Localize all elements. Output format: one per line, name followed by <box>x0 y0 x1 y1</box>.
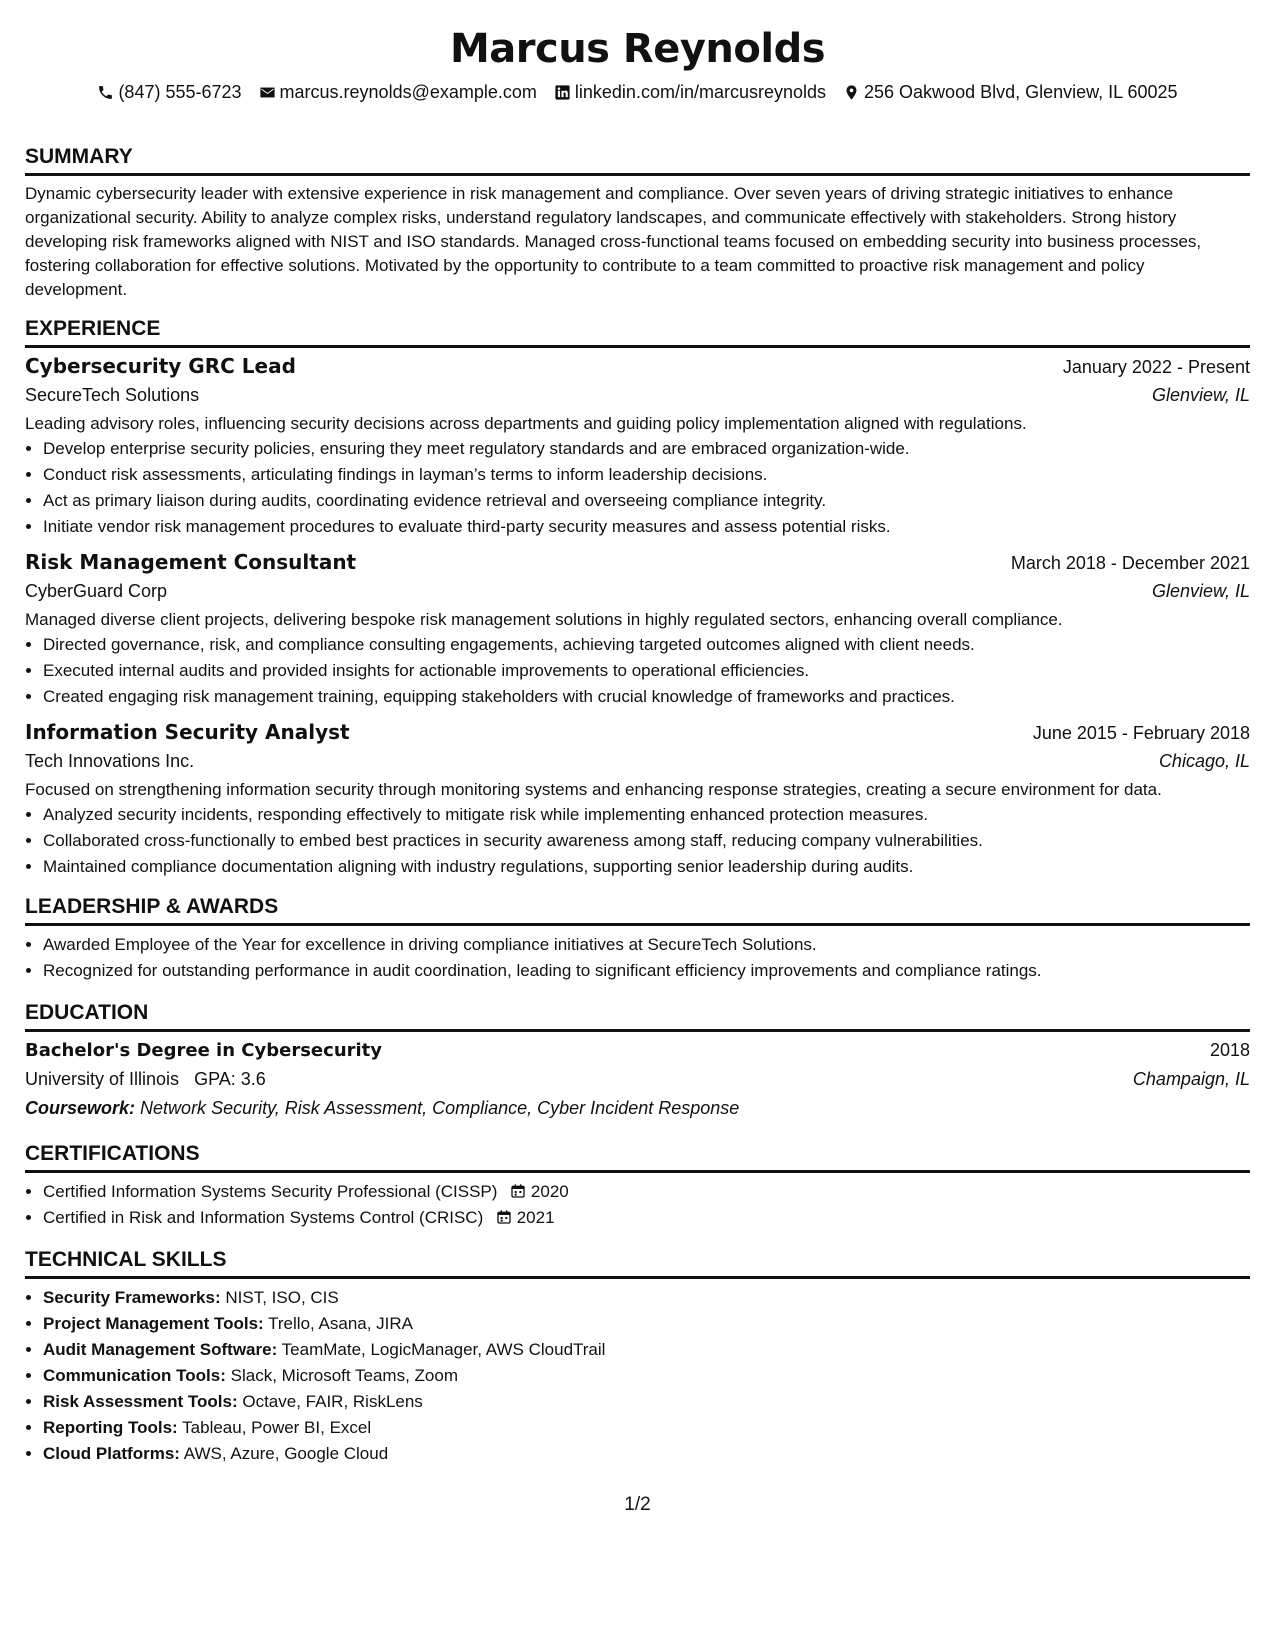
certifications-heading: CERTIFICATIONS <box>25 1141 1250 1173</box>
leadership-heading: LEADERSHIP & AWARDS <box>25 894 1250 926</box>
education-heading: EDUCATION <box>25 1000 1250 1032</box>
phone-text: (847) 555-6723 <box>118 82 242 102</box>
job-company: Tech Innovations Inc. <box>25 751 195 771</box>
list-item <box>43 1205 1250 1231</box>
list-item: • Initiate vendor risk management procedures to evaluate third-party security measures and assess potential risks. <box>43 514 1250 540</box>
job-location: Glenview, IL <box>1151 385 1250 405</box>
address-text: 256 Oakwood Blvd, Glenview, IL 60025 <box>864 82 1178 102</box>
job-entry <box>25 352 1250 540</box>
certification-name: Certified in Risk and Information Systems Control (CRISC) <box>43 1208 484 1227</box>
job-description: Managed diverse client projects, delivering bespoke risk management solutions in highly regulated sectors, enhancing overall compliance. <box>25 610 1063 629</box>
list-item <box>43 1415 1250 1441</box>
degree-title: Bachelor's Degree in Cybersecurity <box>25 1040 383 1061</box>
certifications-list <box>25 1179 1250 1231</box>
skill-label: Risk Assessment Tools: <box>43 1392 238 1411</box>
list-item: • Collaborated cross-functionally to embed best practices in security awareness among staff, reducing company vulnerabilities. <box>43 828 1250 854</box>
experience-section <box>25 316 1250 880</box>
list-item <box>43 1285 1250 1311</box>
list-item <box>43 1441 1250 1467</box>
list-item: • Conduct risk assessments, articulating findings in layman’s terms to inform leadership decisions. <box>43 462 1250 488</box>
contact-phone <box>97 80 241 104</box>
list-item: • Act as primary liaison during audits, coordinating evidence retrieval and overseeing compliance integrity. <box>43 488 1250 514</box>
job-entry <box>25 548 1250 710</box>
certification-year: 2021 <box>516 1208 555 1227</box>
list-item <box>43 1311 1250 1337</box>
summary-text: Dynamic cybersecurity leader with extensive experience in risk management and compliance. Over seven years of driving strategic initiatives to enhance organizational security. Ability to analyze complex risks, understand regulatory landscapes, and communicate effectively with stakeholders. Strong history developing risk frameworks aligned with NIST and ISO standards. Managed cross-functional teams focused on embedding security into business processes, fostering collaboration for effective solutions. Motivated by the opportunity to contribute to a team committed to proactive risk management and policy development. <box>25 184 1202 299</box>
list-item: • Created engaging risk management training, equipping stakeholders with crucial knowledge of frameworks and practices. <box>43 684 1250 710</box>
skill-label: Audit Management Software: <box>43 1340 278 1359</box>
certification-name: Certified Information Systems Security Professional (CISSP) <box>43 1182 498 1201</box>
page-number: 1/2 <box>624 1494 651 1515</box>
list-item <box>43 1389 1250 1415</box>
job-description: Leading advisory roles, influencing security decisions across departments and guiding policy implementation aligned with regulations. <box>25 414 1027 433</box>
school-name: University of Illinois <box>25 1069 180 1089</box>
education-section <box>25 1000 1250 1123</box>
job-bullets <box>25 802 1250 880</box>
school-location: Champaign, IL <box>1132 1069 1250 1089</box>
skill-label: Security Frameworks: <box>43 1288 221 1307</box>
list-item: • Analyzed security incidents, responding effectively to mitigate risk while implementing enhanced protection measures. <box>43 802 1250 828</box>
job-dates: June 2015 - February 2018 <box>1032 723 1250 743</box>
gpa: GPA: 3.6 <box>194 1069 266 1089</box>
map-pin-icon <box>843 84 860 101</box>
skill-label: Communication Tools: <box>43 1366 226 1385</box>
job-company: SecureTech Solutions <box>25 385 200 405</box>
skills-heading: TECHNICAL SKILLS <box>25 1247 1250 1279</box>
leadership-bullets <box>25 932 1250 984</box>
candidate-name: Marcus Reynolds <box>449 26 826 72</box>
email-text: marcus.reynolds@example.com <box>279 82 537 102</box>
list-item <box>43 1337 1250 1363</box>
list-item: • Maintained compliance documentation aligning with industry regulations, supporting senior leadership during audits. <box>43 854 1250 880</box>
job-title: Information Security Analyst <box>25 720 350 744</box>
list-item <box>43 1363 1250 1389</box>
graduation-year: 2018 <box>1209 1040 1250 1060</box>
skill-value: Trello, Asana, JIRA <box>268 1314 414 1333</box>
envelope-icon <box>259 84 276 101</box>
job-dates: January 2022 - Present <box>1062 357 1250 377</box>
contact-email[interactable] <box>259 80 537 104</box>
job-entry <box>25 718 1250 880</box>
experience-heading: EXPERIENCE <box>25 316 1250 348</box>
skill-label: Project Management Tools: <box>43 1314 264 1333</box>
skills-section <box>25 1247 1250 1467</box>
skill-value: NIST, ISO, CIS <box>225 1288 339 1307</box>
leadership-section <box>25 894 1250 984</box>
job-title: Risk Management Consultant <box>25 550 357 574</box>
job-bullets <box>25 632 1250 710</box>
list-item: • Recognized for outstanding performance in audit coordination, leading to significant efficiency improvements and compliance ratings. <box>43 958 1250 984</box>
skill-value: AWS, Azure, Google Cloud <box>183 1444 389 1463</box>
school-info <box>25 1065 266 1093</box>
certifications-section <box>25 1141 1250 1231</box>
list-item: • Develop enterprise security policies, ensuring they meet regulatory standards and are embraced organization-wide. <box>43 436 1250 462</box>
job-dates: March 2018 - December 2021 <box>1010 553 1250 573</box>
list-item <box>43 1179 1250 1205</box>
job-location: Glenview, IL <box>1151 581 1250 601</box>
list-item: • Directed governance, risk, and compliance consulting engagements, achieving targeted outcomes aligned with client needs. <box>43 632 1250 658</box>
job-location: Chicago, IL <box>1158 751 1250 771</box>
certification-year: 2020 <box>530 1182 569 1201</box>
contact-linkedin[interactable] <box>554 80 826 104</box>
job-company: CyberGuard Corp <box>25 581 168 601</box>
calendar-icon <box>510 1183 526 1199</box>
phone-icon <box>97 84 114 101</box>
job-description: Focused on strengthening information security through monitoring systems and enhancing response strategies, creating a secure environment for data. <box>25 780 1162 799</box>
skill-value: Tableau, Power BI, Excel <box>182 1418 372 1437</box>
contact-address <box>843 80 1178 104</box>
summary-section <box>25 144 1250 302</box>
job-title: Cybersecurity GRC Lead <box>25 354 296 378</box>
skills-list <box>25 1285 1250 1467</box>
job-bullets <box>25 436 1250 540</box>
skill-value: Slack, Microsoft Teams, Zoom <box>230 1366 458 1385</box>
coursework-label: Coursework: <box>25 1098 136 1118</box>
summary-heading: SUMMARY <box>25 144 1250 176</box>
linkedin-text: linkedin.com/in/marcusreynolds <box>574 82 827 102</box>
skill-label: Reporting Tools: <box>43 1418 178 1437</box>
coursework <box>25 1093 1250 1123</box>
coursework-list: Network Security, Risk Assessment, Compliance, Cyber Incident Response <box>140 1098 740 1118</box>
skill-value: TeamMate, LogicManager, AWS CloudTrail <box>281 1340 606 1359</box>
list-item: • Awarded Employee of the Year for excellence in driving compliance initiatives at SecureTech Solutions. <box>43 932 1250 958</box>
skill-value: Octave, FAIR, RiskLens <box>242 1392 423 1411</box>
list-item: • Executed internal audits and provided insights for actionable improvements to operational efficiencies. <box>43 658 1250 684</box>
calendar-icon <box>496 1209 512 1225</box>
contact-bar <box>25 80 1250 104</box>
linkedin-icon <box>554 84 571 101</box>
skill-label: Cloud Platforms: <box>43 1444 180 1463</box>
